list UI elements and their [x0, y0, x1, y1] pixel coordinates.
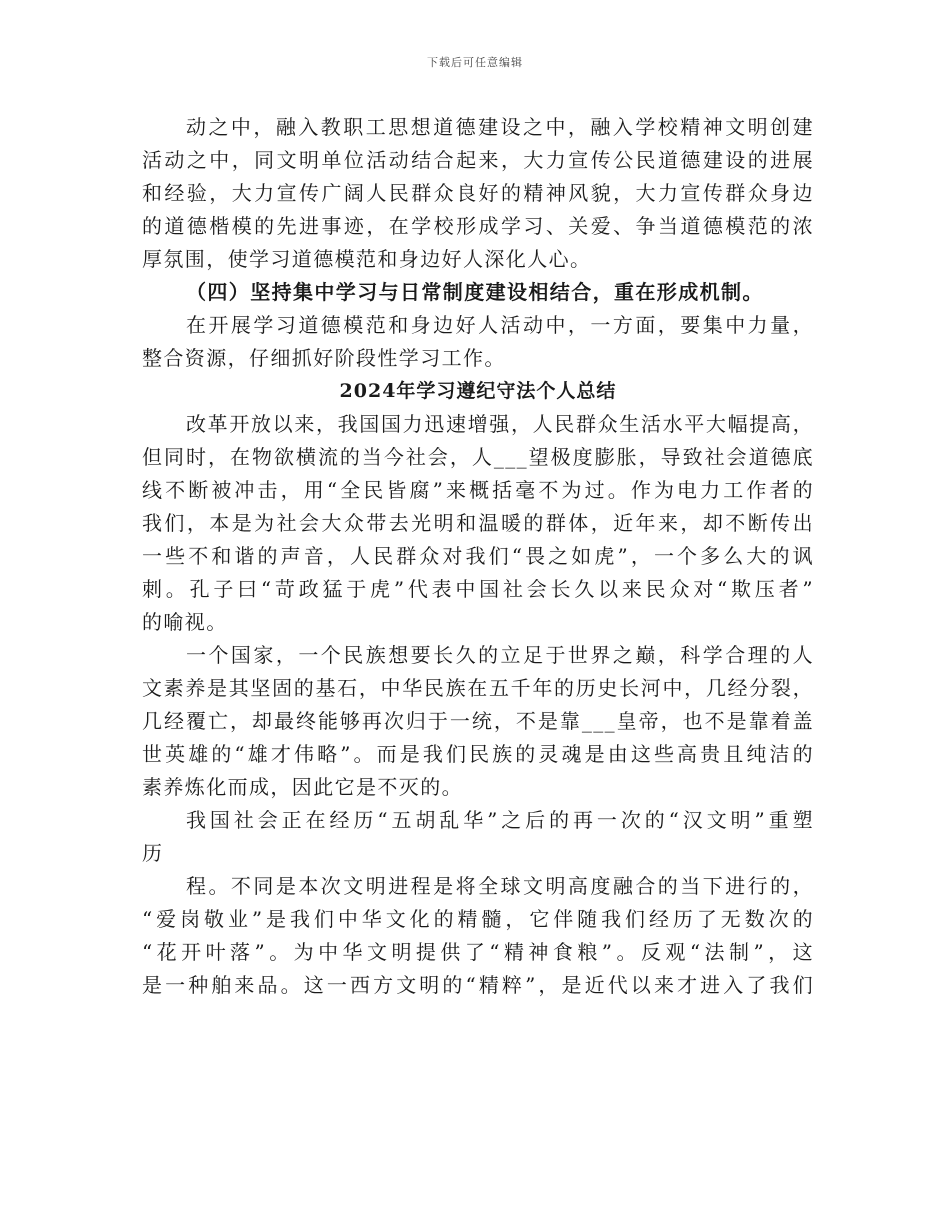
text-line: 文素养是其坚固的基石，中华民族在五千年的历史长河中，几经分裂，: [142, 676, 814, 700]
text-line: “花开叶落”。为中华文明提供了“精神食粮”。反观“法制”，这: [142, 940, 814, 964]
document-body: [142, 111, 814, 1002]
text-line: 几经覆亡，却最终能够再次归于一统，不是靠___皇帝，也不是靠着盖: [142, 709, 814, 733]
text-line: 的喻视。: [142, 610, 228, 634]
text-line: 厚氛围，使学习道德模范和身边好人深化人心。: [142, 247, 592, 271]
text-line: 线不断被冲击，用“全民皆腐”来概括毫不为过。作为电力工作者的: [142, 478, 814, 502]
text-line: 但同时，在物欲横流的当今社会，人___望极度膨胀，导致社会道德底: [142, 445, 814, 469]
text-line: 我国社会正在经历“五胡乱华”之后的再一次的“汉文明”重塑: [186, 808, 814, 832]
text-line: 历: [142, 841, 164, 865]
text-line: 改革开放以来，我国国力迅速增强，人民群众生活水平大幅提高，: [186, 412, 814, 436]
section-title: 2024年学习遵纪守法个人总结: [339, 380, 617, 402]
text-line: “爱岗敬业”是我们中华文化的精髓，它伴随我们经历了无数次的: [142, 907, 814, 931]
text-line: 世英雄的“雄才伟略”。而是我们民族的灵魂是由这些高贵且纯洁的: [142, 742, 814, 766]
text-line: 整合资源，仔细抓好阶段性学习工作。: [142, 346, 506, 370]
text-line: 活动之中，同文明单位活动结合起来，大力宣传公民道德建设的进展: [142, 148, 814, 172]
text-line: 一些不和谐的声音，人民群众对我们“畏之如虎”，一个多么大的讽: [142, 544, 814, 568]
text-line: 的道德楷模的先进事迹，在学校形成学习、关爱、争当道德模范的浓: [142, 214, 814, 238]
text-line: 和经验，大力宣传广阔人民群众良好的精神风貌，大力宣传群众身边: [142, 181, 814, 205]
text-line: 一个国家，一个民族想要长久的立足于世界之巅，科学合理的人: [186, 643, 814, 667]
text-line: 是一种舶来品。这一西方文明的“精粹”，是近代以来才进入了我们: [142, 973, 814, 997]
page-header: 下载后可任意编辑: [427, 56, 523, 69]
text-line: 我们，本是为社会大众带去光明和温暖的群体，近年来，却不断传出: [142, 511, 814, 535]
text-line: 素养炼化而成，因此它是不灭的。: [142, 775, 463, 799]
text-line: 在开展学习道德模范和身边好人活动中，一方面，要集中力量，: [186, 313, 814, 337]
text-line: 程。不同是本次文明进程是将全球文明高度融合的当下进行的，: [186, 874, 814, 898]
text-line: （四）坚持集中学习与日常制度建设相结合，重在形成机制。: [186, 280, 764, 304]
text-line: 动之中，融入教职工思想道德建设之中，融入学校精神文明创建: [186, 115, 814, 139]
text-line: 刺。孔子曰“苛政猛于虎”代表中国社会长久以来民众对“欺压者”: [142, 577, 814, 601]
